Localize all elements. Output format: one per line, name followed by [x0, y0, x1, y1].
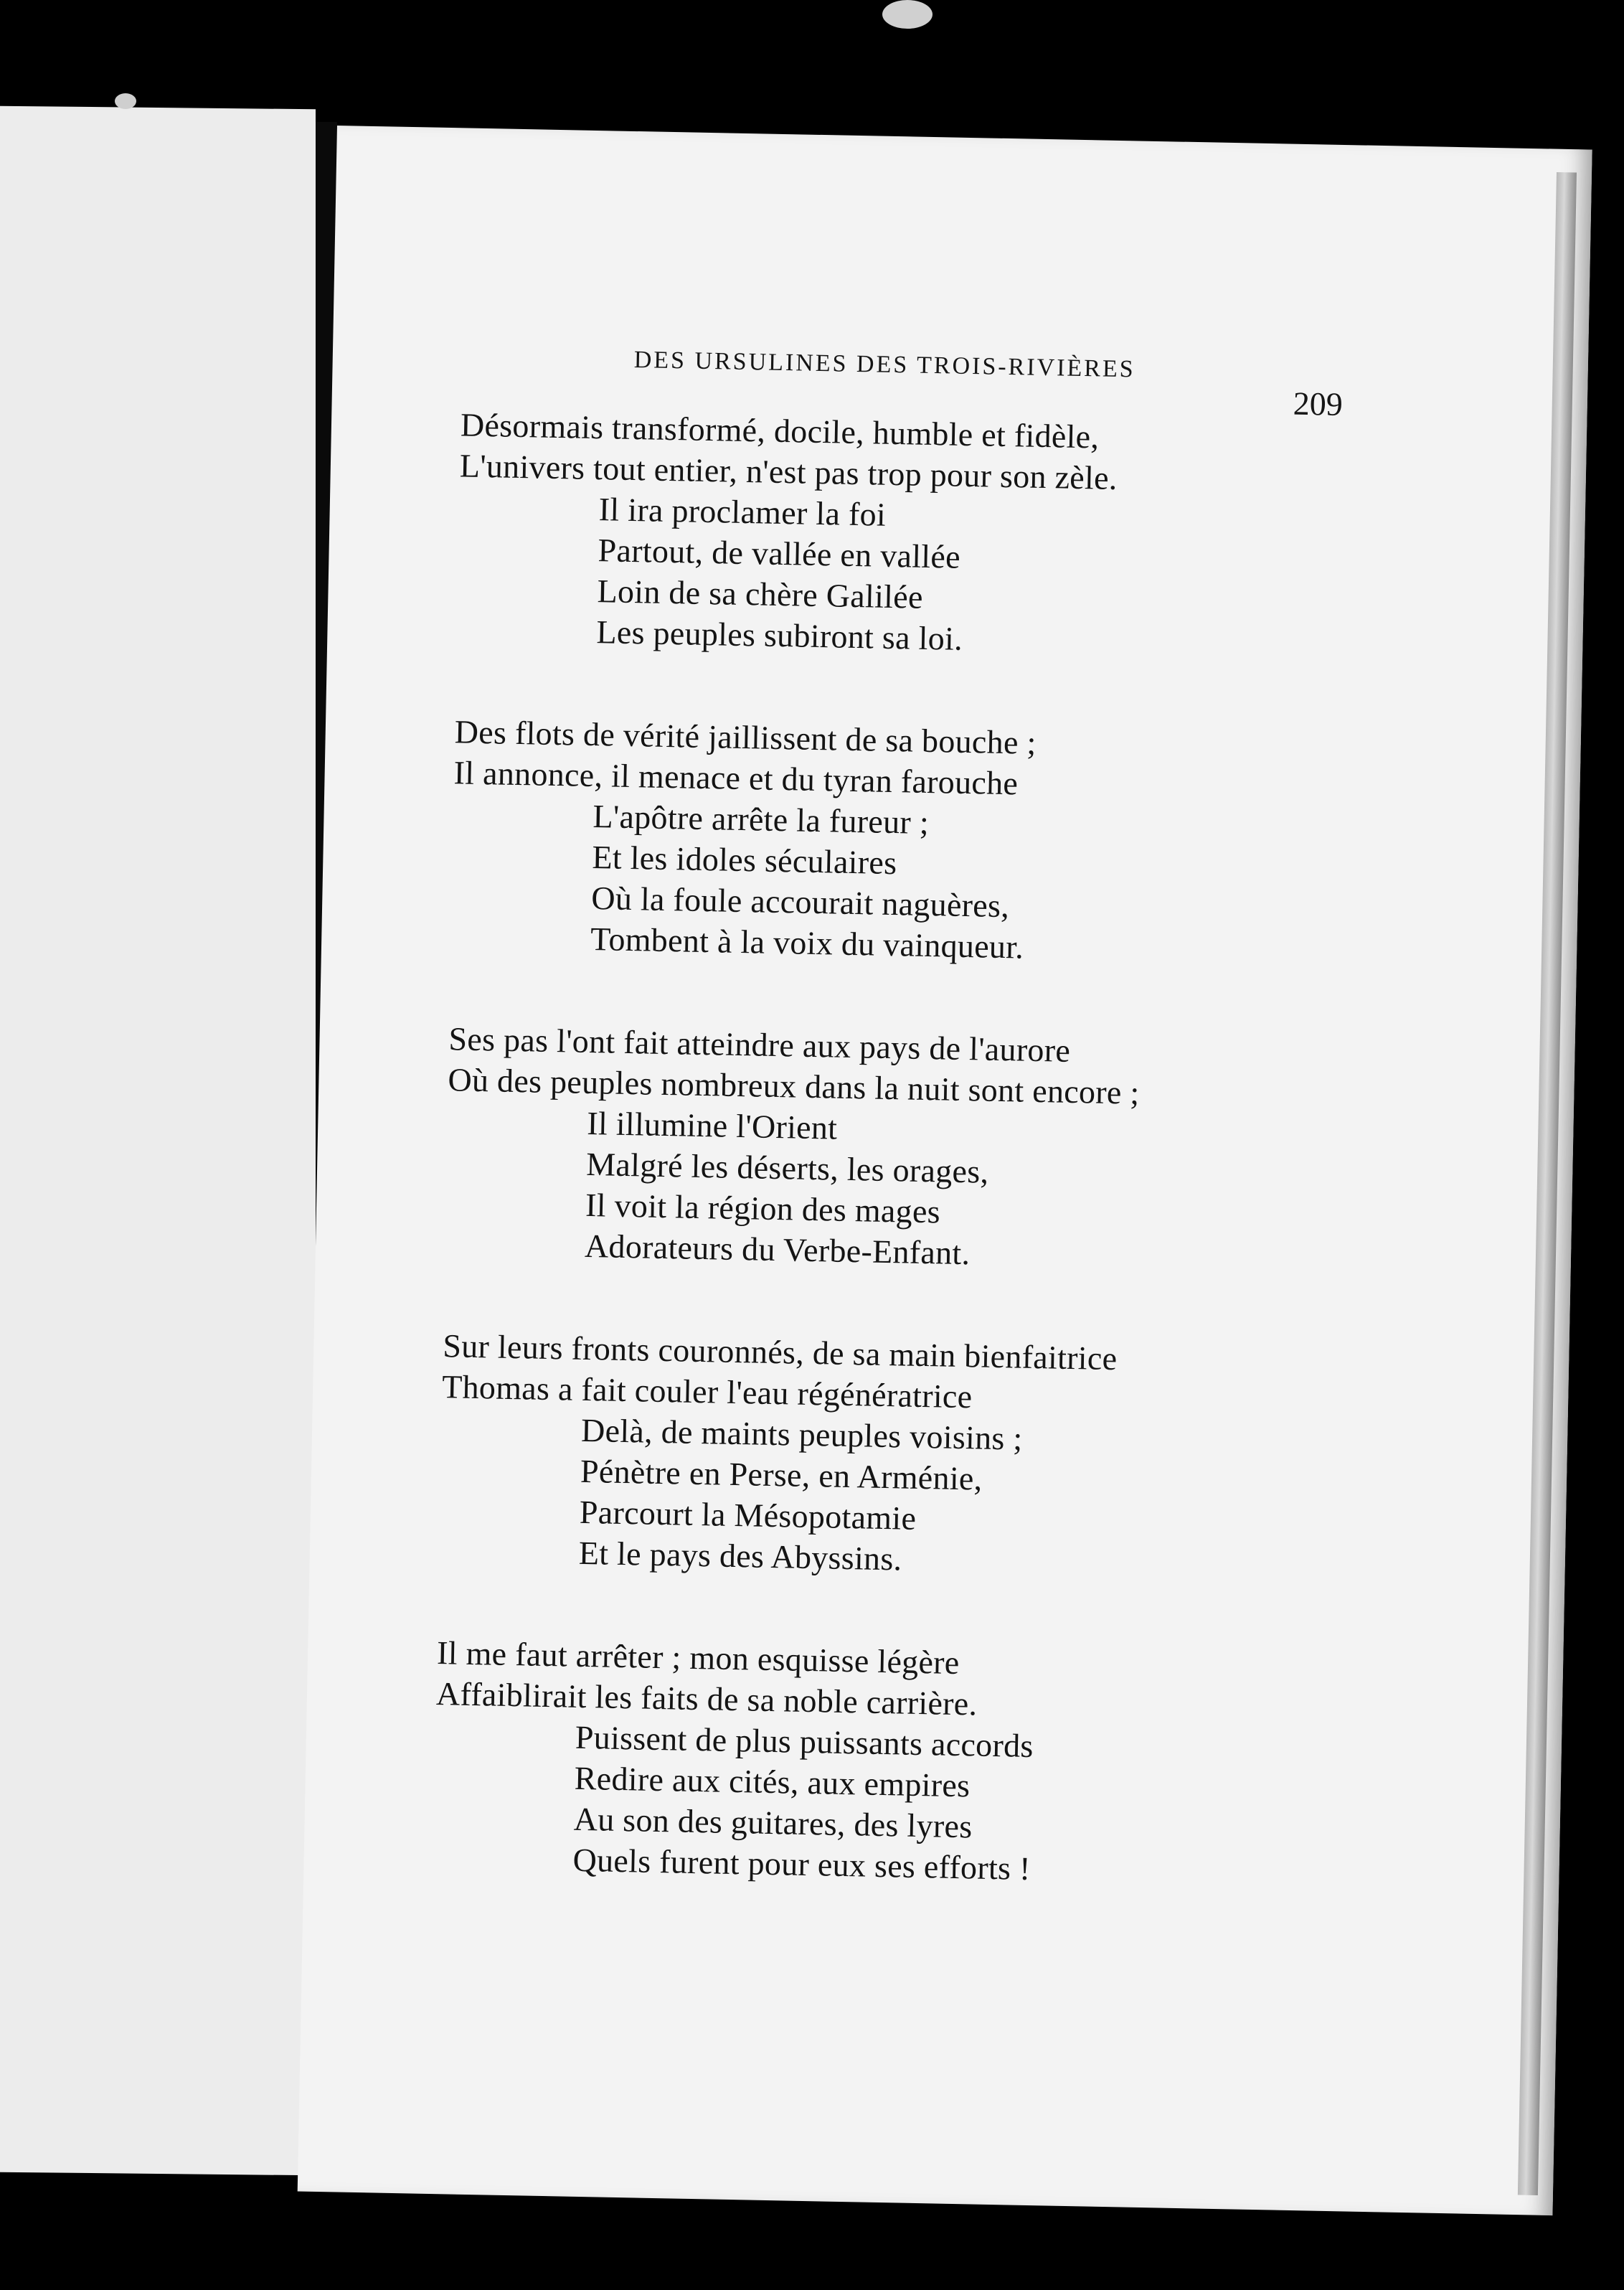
poem-line: Il illumine l'Orient	[586, 1104, 838, 1146]
poem-line: Au son des guitares, des lyres	[573, 1800, 973, 1845]
stanza	[450, 711, 1495, 976]
poem-line: Il annonce, il menace et du tyran farouche	[453, 754, 1019, 802]
poem-line: Puissent de plus puissants accords	[575, 1718, 1034, 1765]
poem-line: Désormais transformé, docile, humble et fidèle,	[460, 406, 1100, 456]
poem-line: Delà, de maints peuples voisins ;	[580, 1411, 1024, 1457]
poem-line: Affaiblirait les faits de sa noble carrière.	[435, 1675, 978, 1723]
poem-line: Il ira proclamer la foi	[598, 491, 887, 533]
poem-line: Il voit la région des mages	[585, 1186, 941, 1230]
poem-line: Loin de sa chère Galilée	[597, 572, 924, 616]
poem	[431, 404, 1501, 1959]
dust-speck	[882, 0, 933, 29]
page-number: 209	[1293, 385, 1344, 423]
poem-line: Sur leurs fronts couronnés, de sa main bienfaitrice	[442, 1327, 1118, 1377]
running-head: DES URSULINES DES TROIS-RIVIÈRES	[633, 347, 1136, 383]
stanza	[438, 1325, 1483, 1591]
poem-line: Où des peuples nombreux dans la nuit sont encore ;	[448, 1061, 1141, 1111]
poem-line: Tombent à la voix du vainqueur.	[590, 920, 1024, 966]
facing-page-left	[0, 106, 316, 2176]
stanza	[445, 1018, 1489, 1283]
poem-line: Pénètre en Perse, en Arménie,	[580, 1452, 983, 1497]
poem-line: Les peuples subiront sa loi.	[596, 613, 963, 657]
poem-line: Thomas a fait couler l'eau régénératrice	[441, 1368, 973, 1415]
dust-speck	[115, 93, 136, 109]
poem-line: Adorateurs du Verbe-Enfant.	[584, 1227, 971, 1272]
poem-line: Parcourt la Mésopotamie	[579, 1493, 917, 1537]
poem-line: L'apôtre arrête la fureur ;	[593, 798, 930, 842]
stanza	[456, 404, 1501, 669]
poem-line: Et le pays des Abyssins.	[578, 1534, 902, 1578]
poem-line: L'univers tout entier, n'est pas trop pour son zèle.	[459, 447, 1118, 496]
book-page	[298, 126, 1592, 2215]
poem-line: Quels furent pour eux ses efforts !	[572, 1841, 1031, 1888]
poem-line: Malgré les déserts, les orages,	[585, 1145, 989, 1190]
poem-line: Il me faut arrêter ; mon esquisse légère	[436, 1634, 960, 1682]
poem-line: Où la foule accourait naguères,	[590, 880, 1010, 925]
stanza	[433, 1632, 1477, 1898]
poem-line: Des flots de vérité jaillissent de sa bouche ;	[454, 713, 1037, 761]
poem-line: Ses pas l'ont fait atteindre aux pays de l'aurore	[448, 1020, 1071, 1069]
poem-line: Partout, de vallée en vallée	[598, 532, 961, 575]
poem-line: Et les idoles séculaires	[592, 839, 897, 882]
poem-line: Redire aux cités, aux empires	[574, 1759, 971, 1804]
